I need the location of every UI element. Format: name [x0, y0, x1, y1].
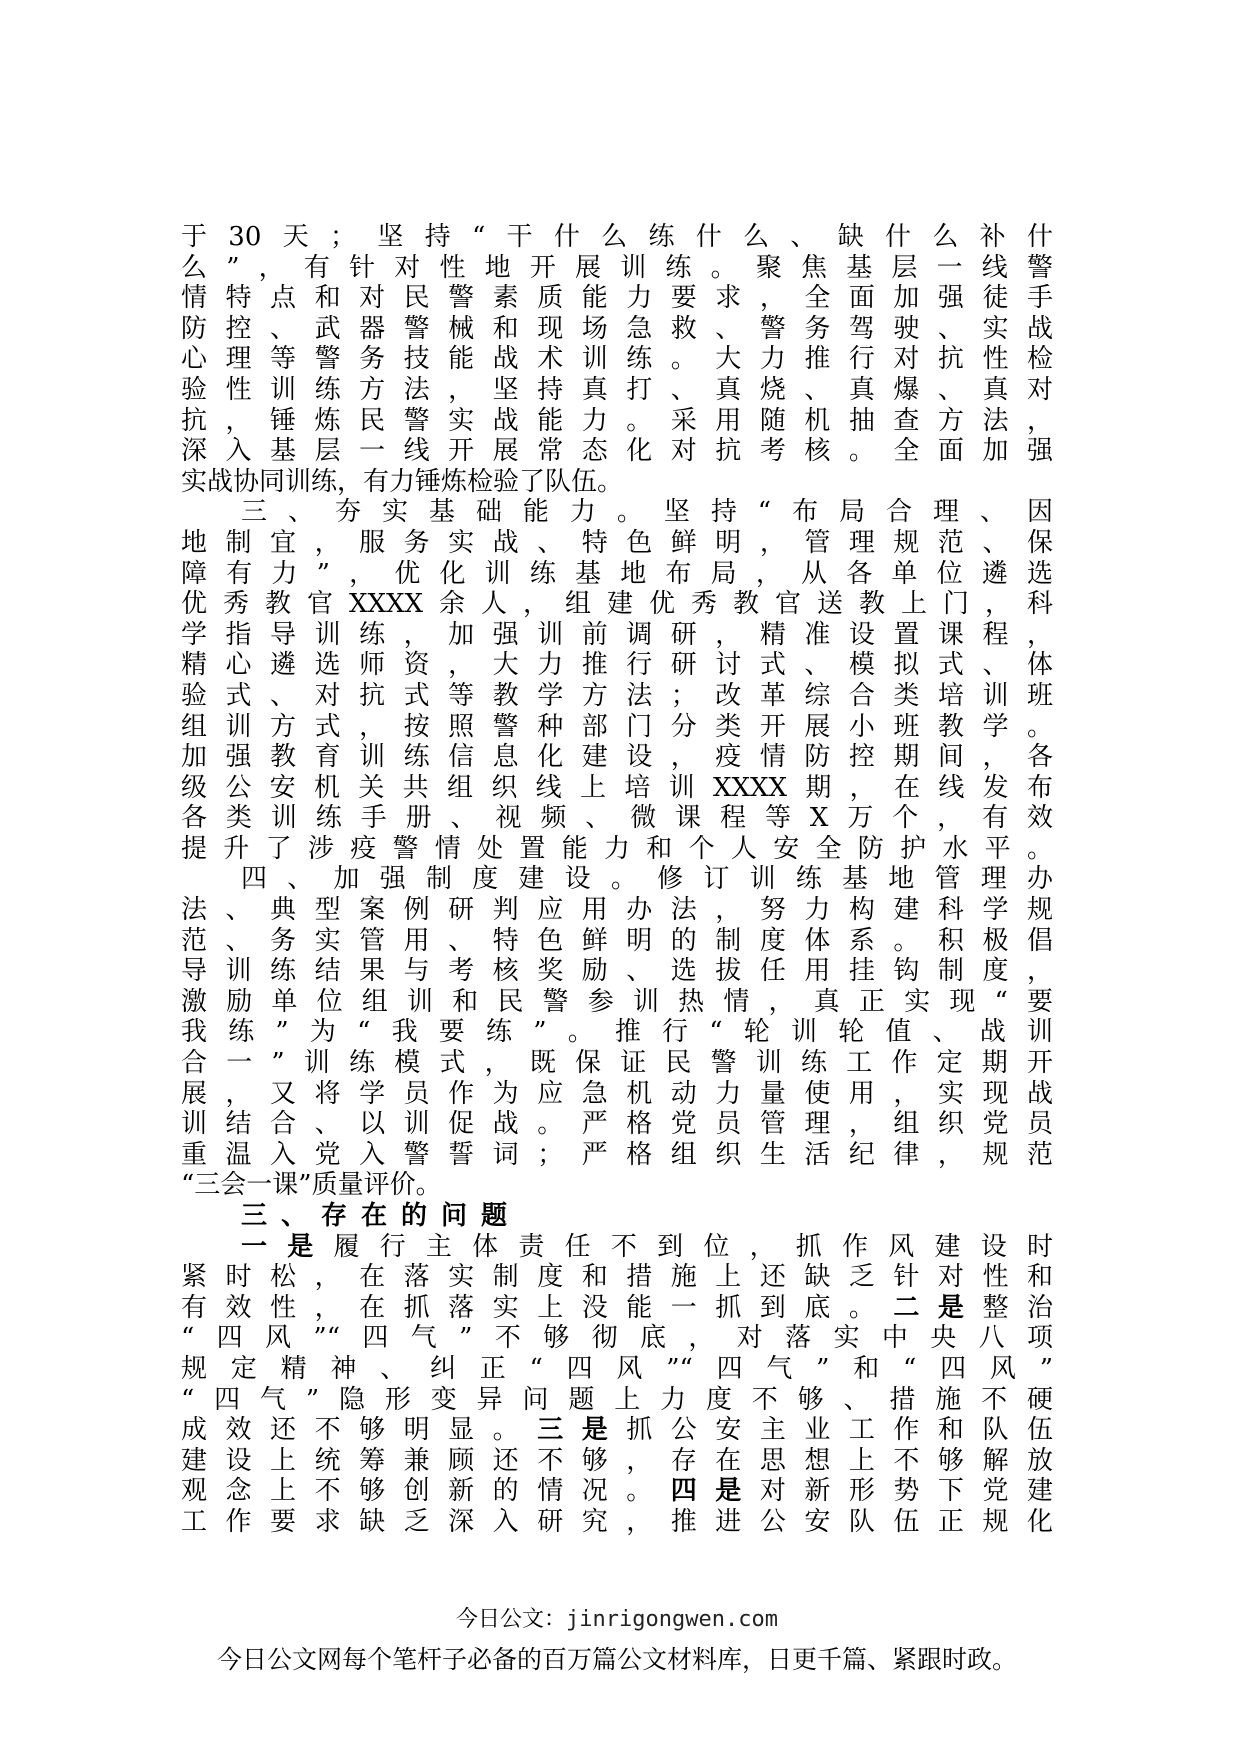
body-line: 我练”为“我要练”。推行“轮训轮值、战训 — [181, 1017, 1053, 1048]
body-line: 实战协同训练，有力锤炼检验了队伍。 — [181, 466, 624, 497]
problem-marker: 四是 — [670, 1476, 760, 1507]
body-line: 验性训练方法，坚持真打、真烧、真爆、真对 — [181, 374, 1053, 405]
problem-marker: 二是 — [893, 1292, 983, 1323]
problem-line: 工作要求缺乏深入研究，推进公安队伍正规化 — [181, 1506, 1053, 1537]
body-line: 训结合、以训促战。严格党员管理，组织党员 — [181, 1109, 1053, 1140]
body-line: 情特点和对民警素质能力要求，全面加强徒手 — [181, 283, 1053, 314]
body-line: 验式、对抗式等教学方法；改革综合类培训班 — [181, 680, 1053, 711]
footer-site-link[interactable]: jinrigongwen.com — [566, 1607, 778, 1632]
problem-line: 一是履行主体责任不到位，抓作风建设时 — [241, 1231, 1053, 1262]
body-line: 激励单位组训和民警参训热情，真正实现“要 — [181, 986, 1053, 1017]
body-line: 心理等警务技能战术训练。大力推行对抗性检 — [181, 344, 1053, 375]
problem-line: “四气”隐形变异问题上力度不够、措施不硬 — [181, 1384, 1053, 1415]
body-line: 优秀教官XXXX余人，组建优秀教官送教上门，科 — [181, 589, 1053, 620]
body-line: 范、务实管用、特色鲜明的制度体系。积极倡 — [181, 925, 1053, 956]
body-line: 展，又将学员作为应急机动力量使用，实现战 — [181, 1078, 1053, 1109]
problem-line: 紧时松，在落实制度和措施上还缺乏针对性和 — [181, 1262, 1053, 1293]
problem-line: 有效性，在抓落实上没能一抓到底。二是整治 — [181, 1292, 1053, 1323]
body-line: 地制宜，服务实战、特色鲜明，管理规范、保 — [181, 527, 1053, 558]
document-body — [181, 222, 1053, 1538]
problem-line: “四风”“四气”不够彻底，对落实中央八项 — [181, 1323, 1053, 1354]
body-line: 导训练结果与考核奖励、选拔任用挂钩制度， — [181, 956, 1053, 987]
body-line: 各类训练手册、视频、微课程等X万个，有效 — [181, 803, 1053, 834]
body-line: 障有力”，优化训练基地布局，从各单位遴选 — [181, 558, 1053, 589]
body-line: 提升了涉疫警情处置能力和个人安全防护水平。 — [181, 833, 1053, 864]
body-line: 加强教育训练信息化建设，疫情防控期间，各 — [181, 742, 1053, 773]
body-line: 于30天；坚持“干什么练什么、缺什么补什 — [181, 222, 1053, 252]
problem-marker: 一是 — [241, 1231, 334, 1262]
problem-line: 建设上统筹兼顾还不够，存在思想上不够解放 — [181, 1445, 1053, 1476]
paragraph-start-line: 四、加强制度建设。修订训练基地管理办 — [241, 864, 1053, 895]
body-line: 组训方式，按照警种部门分类开展小班教学。 — [181, 711, 1053, 742]
body-line: 合一”训练模式，既保证民警训练工作定期开 — [181, 1048, 1053, 1079]
body-line: “三会一课”质量评价。 — [181, 1170, 442, 1201]
problem-line: 成效还不够明显。三是抓公安主业工作和队伍 — [181, 1415, 1053, 1446]
footer-site-label: 今日公文： — [456, 1607, 567, 1632]
body-line: 学指导训练，加强训前调研，精准设置课程， — [181, 619, 1053, 650]
footer-slogan: 今日公文网每个笔杆子必备的百万篇公文材料库，日更千篇、紧跟时政。 — [216, 1645, 1017, 1674]
body-line: 重温入党入警誓词；严格组织生活纪律，规范 — [181, 1139, 1053, 1170]
body-line: 防控、武器警械和现场急救、警务驾驶、实战 — [181, 313, 1053, 344]
body-line: 么”，有针对性地开展训练。聚焦基层一线警 — [181, 252, 1053, 283]
body-line: 深入基层一线开展常态化对抗考核。全面加强 — [181, 436, 1053, 467]
problem-line: 规定精神、纠正“四风”“四气”和“四风” — [181, 1353, 1053, 1384]
body-line: 精心遴选师资，大力推行研讨式、模拟式、体 — [181, 650, 1053, 681]
body-line: 级公安机关共组织线上培训XXXX期，在线发布 — [181, 772, 1053, 803]
footer-site — [0, 1602, 1234, 1633]
body-line: 抗，锤炼民警实战能力。采用随机抽查方法， — [181, 405, 1053, 436]
body-line: 法、典型案例研判应用办法，努力构建科学规 — [181, 895, 1053, 926]
problem-marker: 三是 — [537, 1415, 627, 1446]
section-heading: 三、存在的问题 — [241, 1201, 522, 1231]
paragraph-start-line: 三、夯实基础能力。坚持“布局合理、因 — [241, 497, 1053, 528]
problem-line: 观念上不够创新的情况。四是对新形势下党建 — [181, 1476, 1053, 1507]
